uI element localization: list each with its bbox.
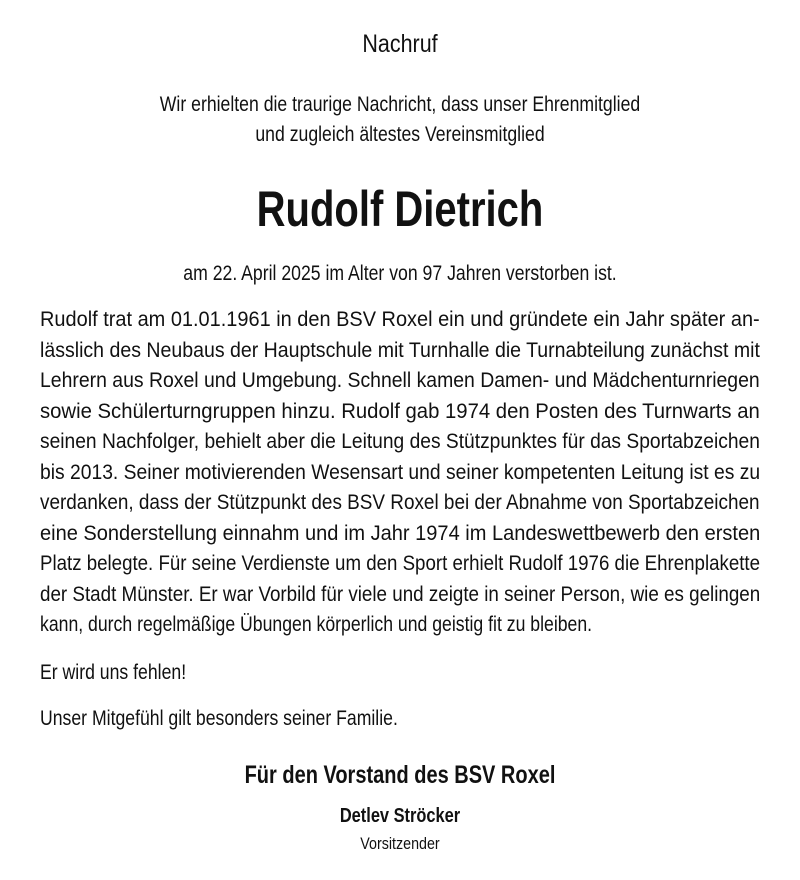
biography-line: lässlich des Neubaus der Hauptschule mit Turnhalle die Turnabteilung zunächst mit (40, 338, 760, 362)
biography-line: eine Sonderstellung einnahm und im Jahr 1974 im Landeswettbewerb den ersten (40, 521, 761, 545)
signer-role: Vorsitzender (360, 834, 440, 853)
biography-line: verdanken, dass der Stützpunkt des BSV Roxel bei der Abnahme von Sportabzeichen (40, 491, 760, 514)
death-date-line: am 22. April 2025 im Alter von 97 Jahren verstorben ist. (183, 262, 617, 285)
closing-line-miss: Er wird uns fehlen! (40, 661, 187, 684)
closing-line-sympathy: Unser Mitgefühl gilt besonders seiner Familie. (40, 707, 398, 730)
board-signature-line: Für den Vorstand des BSV Roxel (244, 761, 556, 789)
notice-heading: Nachruf (362, 30, 438, 58)
intro-text (64, 90, 736, 150)
biography-line: Rudolf trat am 01.01.1961 in den BSV Roxel ein und gründete ein Jahr später an- (40, 308, 760, 331)
biography-line: der Stadt Münster. Er war Vorbild für viele und zeigte in seiner Person, wie es gelingen (40, 582, 761, 606)
biography-line: Lehrern aus Roxel und Umgebung. Schnell kamen Damen- und Mädchenturnriegen (40, 369, 760, 392)
biography-line: bis 2013. Seiner motivierenden Wesensart und seiner kompetenten Leitung ist es zu (40, 460, 761, 484)
signer-name: Detlev Ströcker (339, 805, 461, 827)
biography-line: seinen Nachfolger, behielt aber die Leitung des Stützpunktes für das Sportabzeichen (40, 430, 760, 453)
biography-paragraph (40, 305, 760, 641)
biography-line: Platz belegte. Für seine Verdienste um den Sport erhielt Rudolf 1976 die Ehrenplakette (40, 552, 761, 575)
biography-line: sowie Schülerturngruppen hinzu. Rudolf gab 1974 den Posten des Turnwarts an (40, 399, 760, 423)
biography-line: kann, durch regelmäßige Übungen körperlich und geistig fit zu bleiben. (40, 613, 593, 636)
deceased-name: Rudolf Dietrich (256, 181, 544, 237)
intro-line: und zugleich ältestes Vereinsmitglied (255, 123, 545, 146)
intro-line: Wir erhielten die traurige Nachricht, dass unser Ehrenmitglied (159, 93, 641, 116)
